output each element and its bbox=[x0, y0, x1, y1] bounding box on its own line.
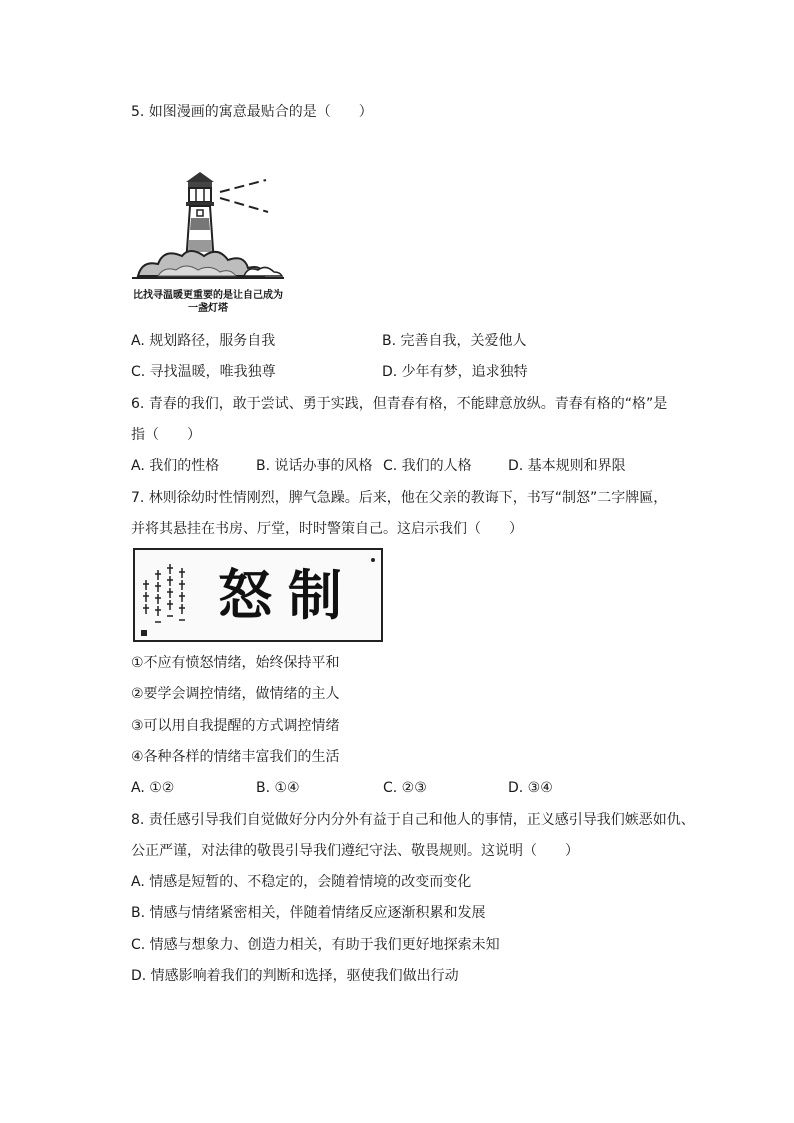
q7-item-3: ③可以用自我提醒的方式调控情绪 bbox=[131, 718, 340, 734]
q8-stem-line1: 8. 责任感引导我们自觉做好分内分外有益于自己和他人的事情，正义感引导我们嫉恶如仇、 bbox=[131, 812, 695, 828]
q7-option-c[interactable]: C. ②③ bbox=[383, 780, 427, 796]
q6-option-a[interactable]: A. 我们的性格 bbox=[131, 458, 220, 474]
q7-item-1: ①不应有愤怒情绪，始终保持平和 bbox=[131, 655, 340, 671]
q5-option-c[interactable]: C. 寻找温暖，唯我独尊 bbox=[131, 364, 276, 380]
q7-stem-line2: 并将其悬挂在书房、厅堂，时时警策自己。这启示我们（ ） bbox=[131, 521, 523, 537]
q7-stem-line1: 7. 林则徐幼时性情刚烈，脾气急躁。后来，他在父亲的教诲下，书写“制怒”二字牌匾， bbox=[131, 490, 668, 506]
lighthouse-illustration bbox=[128, 168, 288, 286]
q6-option-b[interactable]: B. 说话办事的风格 bbox=[256, 458, 373, 474]
q5-option-d[interactable]: D. 少年有梦，追求独特 bbox=[382, 364, 528, 380]
q8-option-b[interactable]: B. 情感与情绪紧密相关，伴随着情绪反应逐渐积累和发展 bbox=[131, 905, 486, 921]
q8-option-a[interactable]: A. 情感是短暂的、不稳定的，会随着情境的改变而变化 bbox=[131, 874, 472, 890]
q6-option-c[interactable]: C. 我们的人格 bbox=[383, 458, 472, 474]
q7-option-a[interactable]: A. ①② bbox=[131, 780, 175, 796]
calligraphy-plaque bbox=[133, 548, 383, 642]
q5-stem: 5. 如图漫画的寓意最贴合的是（ ） bbox=[131, 104, 373, 120]
q8-stem-line2: 公正严谨，对法律的敬畏引导我们遵纪守法、敬畏规则。这说明（ ） bbox=[131, 843, 579, 859]
q7-option-d[interactable]: D. ③④ bbox=[508, 780, 553, 796]
q8-option-c[interactable]: C. 情感与想象力、创造力相关，有助于我们更好地探索未知 bbox=[131, 937, 500, 953]
q7-option-b[interactable]: B. ①④ bbox=[256, 780, 300, 796]
lighthouse-caption-line2: 一盏灯塔 bbox=[188, 303, 228, 314]
q7-item-4: ④各种各样的情绪丰富我们的生活 bbox=[131, 749, 340, 765]
q8-option-d[interactable]: D. 情感影响着我们的判断和选择，驱使我们做出行动 bbox=[131, 968, 459, 984]
q6-stem-line1: 6. 青春的我们，敢于尝试、勇于实践，但青春有格，不能肆意放纵。青春有格的“格”是 bbox=[131, 396, 668, 412]
q5-option-a[interactable]: A. 规划路径，服务自我 bbox=[131, 333, 276, 349]
q7-item-2: ②要学会调控情绪，做情绪的主人 bbox=[131, 686, 340, 702]
q6-stem-line2: 指（ ） bbox=[131, 427, 201, 443]
q5-option-b[interactable]: B. 完善自我，关爱他人 bbox=[382, 333, 527, 349]
q6-option-d[interactable]: D. 基本规则和界限 bbox=[508, 458, 626, 474]
calligraphy-text: 制怒 bbox=[218, 563, 358, 627]
lighthouse-caption-line1: 比找寻温暖更重要的是让自己成为 bbox=[133, 290, 283, 301]
